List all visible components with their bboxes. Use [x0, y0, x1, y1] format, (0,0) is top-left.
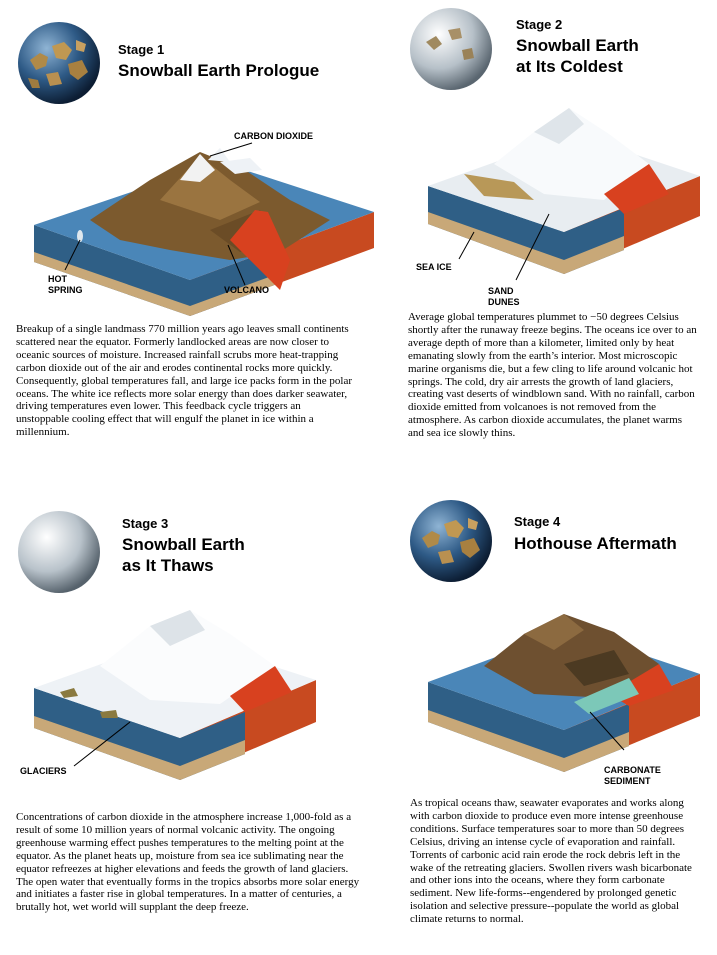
stage-description: Breakup of a single landmass 770 million years ago leaves small continents scattered near the equator. Formerly landlocked areas are now closer to oceanic sources of moisture. Increased rainfall scrubs more heat-trapping carbon dioxide out of the air and erodes continental rocks more quickly. Consequently, global temperatures fall, and large ice packs form in the polar oceans. The white ice reflects more solar energy than does darker seawater, driving temperatures even lower. This feedback cycle triggers an unstoppable cooling effect that will engulf the planet in ice within a millennium.	[16, 323, 352, 439]
stage-description: Average global temperatures plummet to −50 degrees Celsius shortly after the runaway freeze begins. The oceans ice over to an average depth of more than a kilometer, limited only by heat emanating slowly from the earth’s interior. Most microscopic marine organisms die, but a few cling to life around volcanic hot springs. The cold, dry air arrests the growth of land glaciers, creating vast deserts of windblown sand. With no rainfall, carbon dioxide emitted from volcanoes is not removed from the atmosphere. As carbon dioxide accumulates, the planet warms and sea ice slowly thins.	[408, 311, 697, 440]
stage-number: Stage 2	[516, 17, 563, 32]
terrain-block-icon	[30, 600, 320, 784]
stage-title: Snowball Earth as It Thaws	[122, 535, 245, 575]
label-sand-dunes: SAND DUNES	[488, 286, 520, 307]
stage-number: Stage 3	[122, 516, 169, 531]
stage-description: Concentrations of carbon dioxide in the atmosphere increase 1,000-fold as a result of some 10 million years of normal volcanic activity. The ongoing greenhouse warming effect pushes temperatures to the melting point at the equator. As the planet heats up, moisture from sea ice sublimating near the equator refreezes at higher elevations and feeds the growth of land glaciers. The open water that eventually forms in the tropics absorbs more solar energy and initiates a faster rise in global temperatures. In a matter of centuries, a brutally hot, wet world will supplant the deep freeze.	[16, 811, 360, 914]
label-sea-ice: SEA ICE	[416, 262, 452, 272]
label-carbon-dioxide: CARBON DIOXIDE	[234, 131, 314, 141]
stage-title: Snowball Earth at Its Coldest	[516, 36, 639, 76]
globe-icon	[16, 509, 102, 595]
label-carbonate-sediment: CARBONATE SEDIMENT	[604, 765, 661, 786]
stage-title: Snowball Earth Prologue	[118, 61, 320, 80]
label-glaciers: GLACIERS	[20, 766, 67, 776]
globe-icon	[408, 6, 494, 92]
label-volcano: VOLCANO	[224, 285, 269, 295]
stage-description: As tropical oceans thaw, seawater evaporates and works along with carbon dioxide to produce even more intense greenhouse conditions. Surface temperatures soar to more than 50 degrees Celsius, driving an intense cycle of evaporation and rainfall. Torrents of carbonic acid rain erode the rock debris left in the wake of the retreating glaciers. Swollen rivers wash bicarbonate and other ions into the oceans, where they form carbonate sediment. New life-forms--engendered by prolonged genetic isolation and selective pressure--populate the world as global climate returns to normal.	[410, 797, 692, 926]
terrain-block-icon	[424, 594, 704, 778]
stage-title: Hothouse Aftermath	[514, 534, 677, 553]
globe-icon	[16, 20, 102, 106]
stage-number: Stage 4	[514, 514, 561, 529]
globe-icon	[408, 498, 494, 584]
label-hot-spring: HOT SPRING	[48, 274, 83, 295]
stage-number: Stage 1	[118, 42, 165, 57]
terrain-block-icon	[424, 104, 704, 282]
